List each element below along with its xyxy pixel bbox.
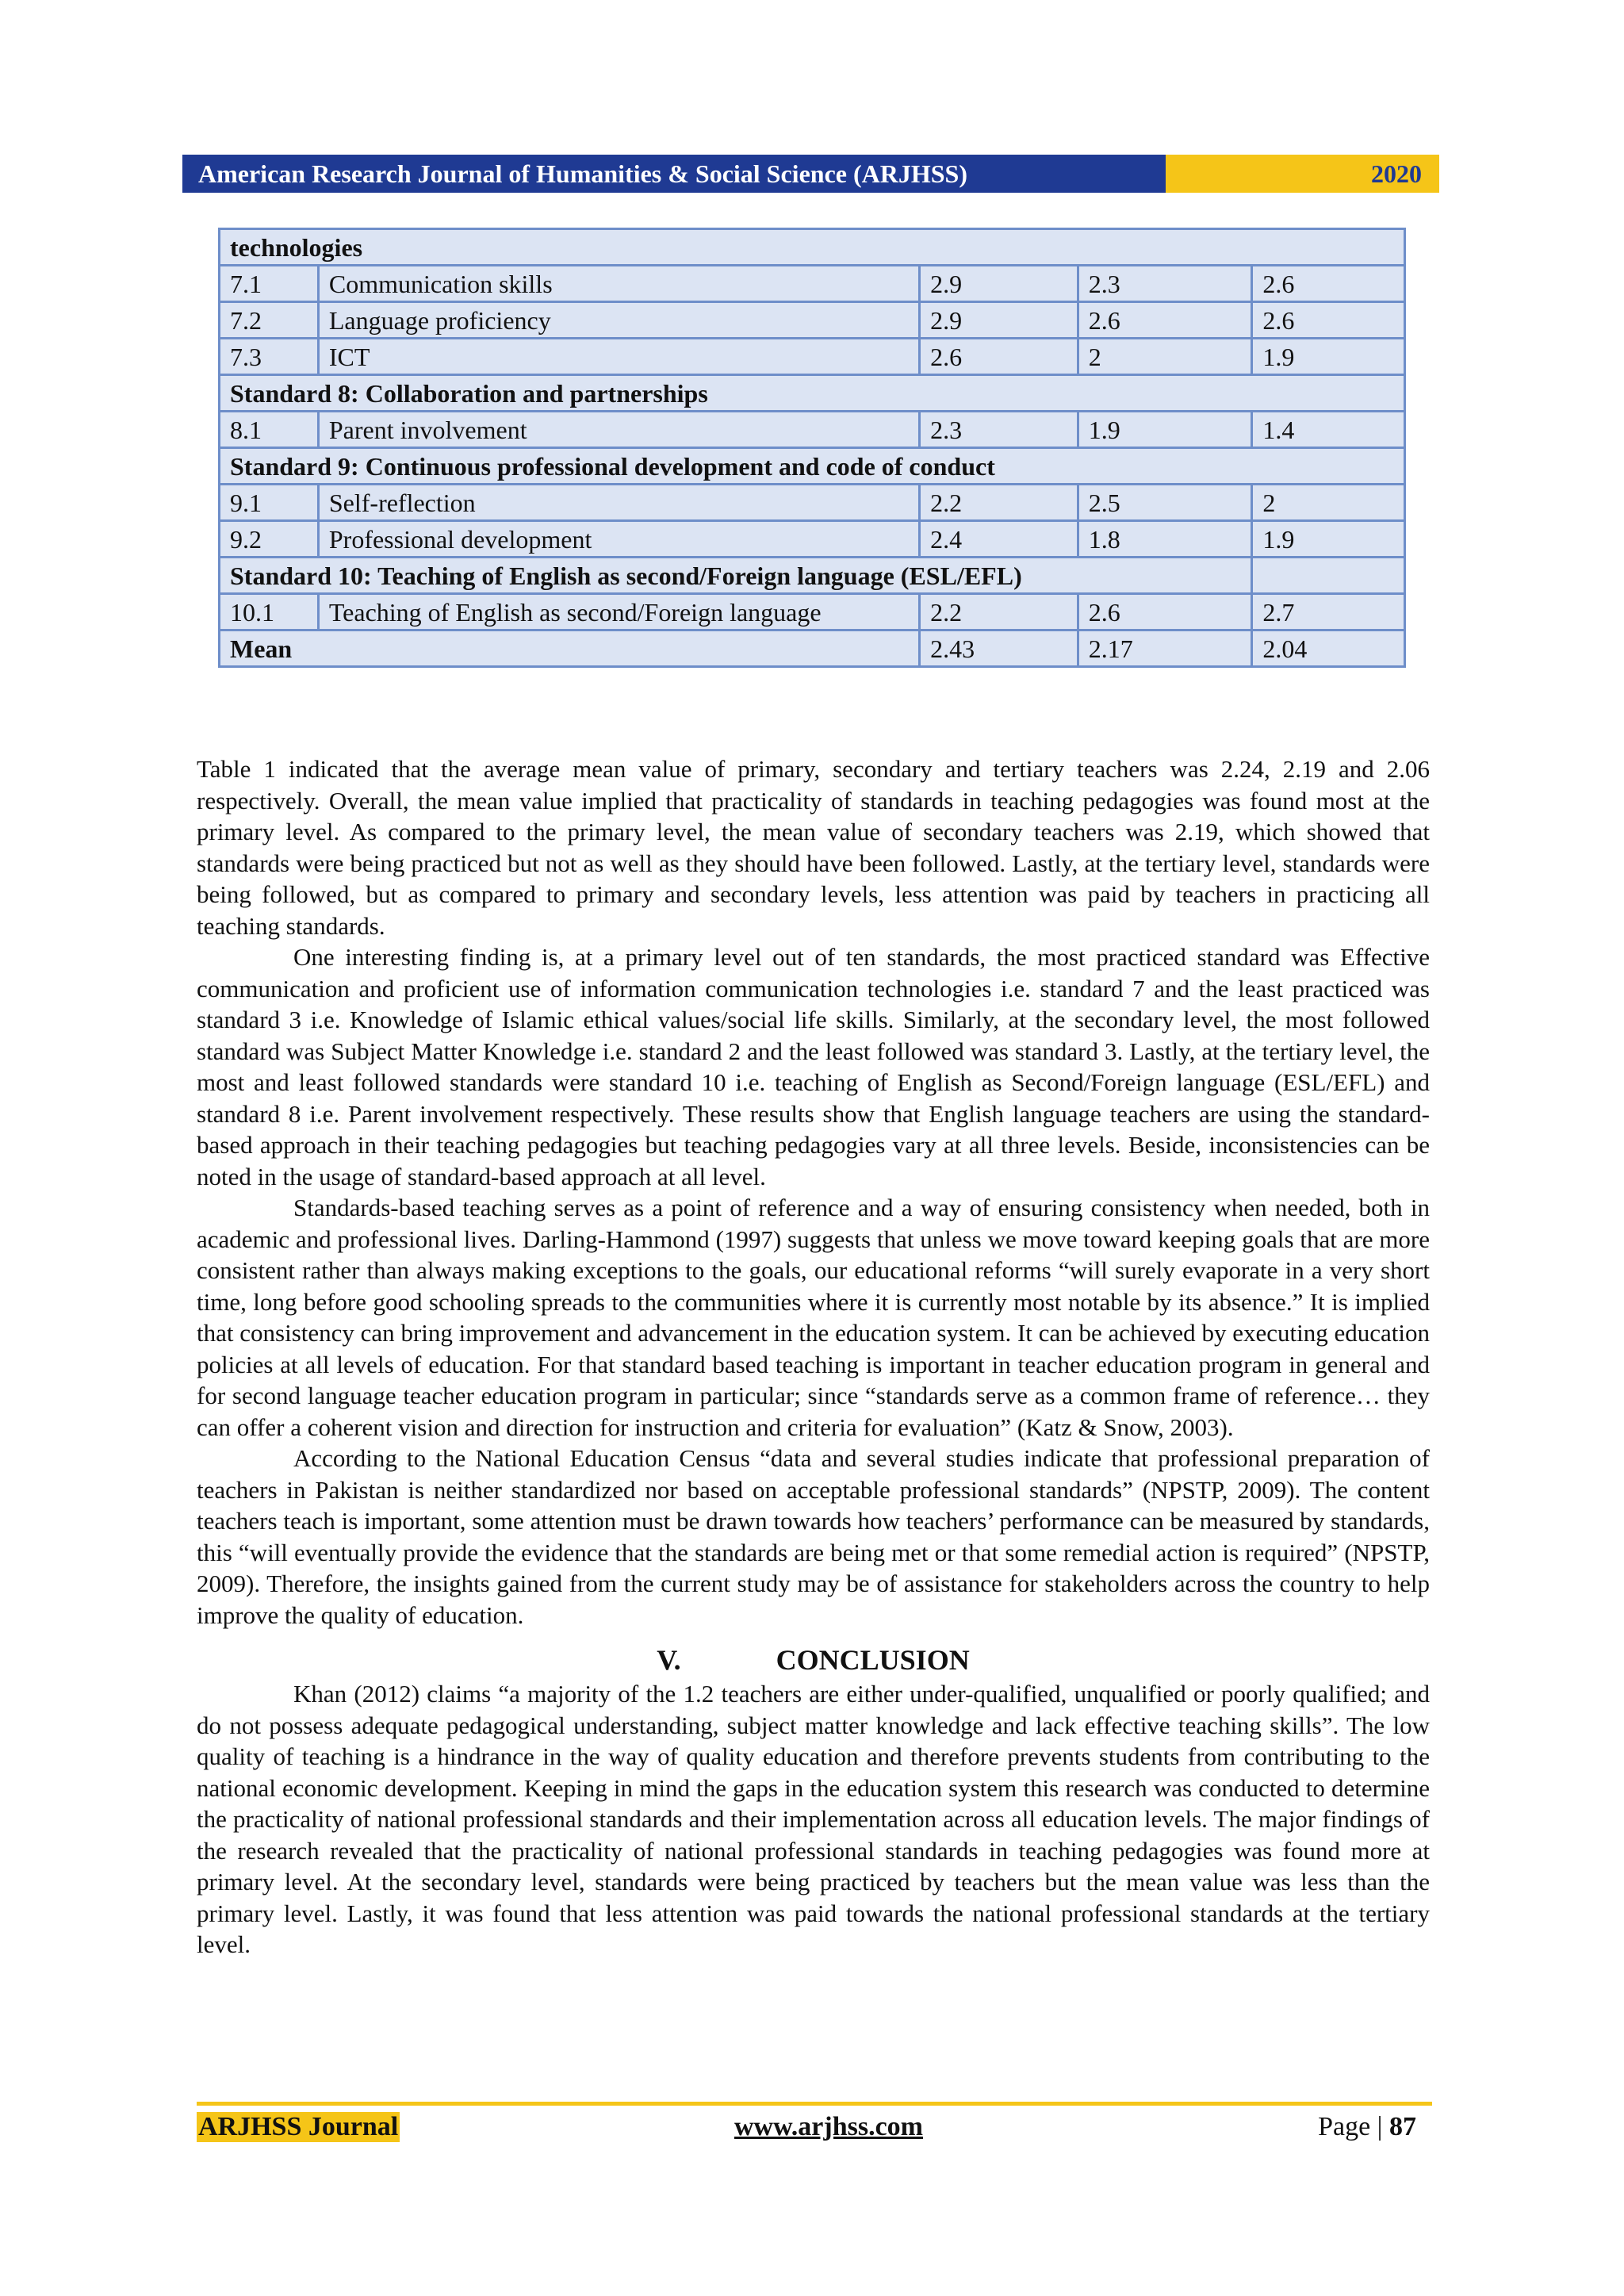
table-row — [220, 266, 1405, 302]
paragraph: Standards-based teaching serves as a point of reference and a way of ensuring consistency when needed, both in academic and professional lives. Darling-Hammond (1997) suggests that unless we move toward keeping goals that are more consistent rather than always making exceptions to the goals, our educational reforms “will surely evaporate in a very short time, long before good schooling spreads to the communities where it is currently most notable by its absence.” It is implied that consistency can bring improvement and advancement in the education system. It can be achieved by executing education policies at all levels of education. For that standard based teaching is important in teacher education program in general and for second language teacher education program in particular; since “standards serve as a common frame of reference… they can offer a coherent vision and direction for instruction and criteria for evaluation” (Katz & Snow, 2003). — [197, 1194, 1430, 1441]
page-footer — [197, 2110, 1432, 2145]
tertiary-value: 1.4 — [1252, 412, 1405, 448]
standard-name: Parent involvement — [318, 412, 919, 448]
standard-name: ICT — [318, 339, 919, 375]
standard-name: Teaching of English as second/Foreign language — [318, 594, 919, 631]
footer-website-link[interactable]: www.arjhss.com — [734, 2112, 923, 2141]
primary-value: 2.9 — [920, 266, 1078, 302]
standard-code: 7.2 — [220, 302, 319, 339]
article-body — [197, 753, 1430, 1961]
section-label: Standard 9: Continuous professional development and code of conduct — [220, 448, 1405, 485]
tertiary-value: 2.7 — [1252, 594, 1405, 631]
secondary-value: 1.8 — [1078, 521, 1252, 558]
paragraph: Khan (2012) claims “a majority of the 1.2 teachers are either under-qualified, unqualified or poorly qualified; and do not possess adequate pedagogical understanding, subject matter knowledge and lack effective teaching skills”. The low quality of teaching is a hindrance in the way of quality education and therefore prevents students from contributing to the national economic development. Keeping in mind the gaps in the education system this research was conducted to determine the practicality of national professional standards and their implementation across all education levels. The major findings of the research revealed that the practicality of national professional standards in teaching pedagogies was found more at primary level. At the secondary level, standards were being practiced by teachers but the mean value was less than the primary level. Lastly, it was found that less attention was paid towards the national professional standards at the tertiary level. — [197, 1680, 1430, 1958]
journal-title: American Research Journal of Humanities & Social Science (ARJHSS) — [182, 155, 1166, 193]
paragraph: One interesting finding is, at a primary level out of ten standards, the most practiced standard was Effective communication and proficient use of information communication technologies i.e. standard 7 and the least practiced was standard 3 i.e. Knowledge of Islamic ethical values/social life skills. Similarly, at the secondary level, the most followed standard was Subject Matter Knowledge i.e. standard 2 and the least followed was standard 3. Lastly, at the tertiary level, the most and least followed standards were standard 10 i.e. teaching of English as Second/Foreign language (ESL/EFL) and standard 8 i.e. Parent involvement respectively. These results show that English language teachers are using the standard-based approach in their teaching pedagogies but teaching pedagogies vary at all three levels. Beside, inconsistencies can be noted in the usage of standard-based approach at all level. — [197, 943, 1430, 1190]
footer-divider — [197, 2102, 1432, 2106]
table-section-row — [220, 558, 1405, 594]
table-row — [220, 339, 1405, 375]
tertiary-value: 1.9 — [1252, 339, 1405, 375]
page-number: Page | 87 — [1318, 2112, 1416, 2141]
table-row — [220, 302, 1405, 339]
standard-code: 7.3 — [220, 339, 319, 375]
standard-name: Language proficiency — [318, 302, 919, 339]
empty-cell — [1252, 558, 1405, 594]
table-row — [220, 521, 1405, 558]
paragraph: According to the National Education Census “data and several studies indicate that professional preparation of teachers in Pakistan is neither standardized nor based on acceptable professional standards” (NPSTP, 2009). The content teachers teach is important, some attention must be drawn towards how teachers’ performance can be measured by standards, this “will eventually provide the evidence that the standards are being met or that some remedial action is required” (NPSTP, 2009). Therefore, the insights gained from the current study may be of assistance for stakeholders across the country to help improve the quality of education. — [197, 1444, 1430, 1629]
section-label: Standard 8: Collaboration and partnerships — [220, 375, 1405, 412]
standard-name: Professional development — [318, 521, 919, 558]
secondary-value: 2.6 — [1078, 302, 1252, 339]
primary-value: 2.4 — [920, 521, 1078, 558]
mean-primary: 2.43 — [920, 631, 1078, 667]
standard-code: 9.1 — [220, 485, 319, 521]
paragraph: Table 1 indicated that the average mean value of primary, secondary and tertiary teachers was 2.24, 2.19 and 2.06 respectively. Overall, the mean value implied that practicality of standards in teaching pedagogies was found most at the primary level. As compared to the primary level, the mean value of secondary teachers was 2.19, which showed that standards were being practiced but not as well as they should have been followed. Lastly, at the tertiary level, standards were being followed, but as compared to primary and secondary levels, less attention was paid by teachers in practicing all teaching standards. — [197, 755, 1430, 940]
section-label: Standard 10: Teaching of English as second/Foreign language (ESL/EFL) — [220, 558, 1252, 594]
standard-code: 9.2 — [220, 521, 319, 558]
mean-secondary: 2.17 — [1078, 631, 1252, 667]
secondary-value: 2 — [1078, 339, 1252, 375]
secondary-value: 1.9 — [1078, 412, 1252, 448]
secondary-value: 2.3 — [1078, 266, 1252, 302]
table-row — [220, 594, 1405, 631]
mean-label: Mean — [220, 631, 920, 667]
table-mean-row — [220, 631, 1405, 667]
section-heading — [197, 1642, 1430, 1678]
primary-value: 2.2 — [920, 594, 1078, 631]
table-row — [220, 412, 1405, 448]
section-title: CONCLUSION — [776, 1644, 970, 1676]
secondary-value: 2.5 — [1078, 485, 1252, 521]
journal-header — [182, 155, 1439, 193]
tertiary-value: 2.6 — [1252, 302, 1405, 339]
standard-code: 10.1 — [220, 594, 319, 631]
standard-name: Communication skills — [318, 266, 919, 302]
primary-value: 2.3 — [920, 412, 1078, 448]
secondary-value: 2.6 — [1078, 594, 1252, 631]
table-section-row — [220, 448, 1405, 485]
standard-code: 7.1 — [220, 266, 319, 302]
standard-name: Self-reflection — [318, 485, 919, 521]
journal-year: 2020 — [1166, 155, 1439, 193]
tertiary-value: 2.6 — [1252, 266, 1405, 302]
tertiary-value: 1.9 — [1252, 521, 1405, 558]
table-section-row — [220, 375, 1405, 412]
mean-tertiary: 2.04 — [1252, 631, 1405, 667]
tertiary-value: 2 — [1252, 485, 1405, 521]
table-row — [220, 485, 1405, 521]
standard-code: 8.1 — [220, 412, 319, 448]
footer-journal: ARJHSS Journal — [198, 2112, 399, 2141]
primary-value: 2.6 — [920, 339, 1078, 375]
primary-value: 2.2 — [920, 485, 1078, 521]
section-label: technologies — [220, 229, 1405, 266]
section-number: V. — [657, 1644, 681, 1676]
primary-value: 2.9 — [920, 302, 1078, 339]
table-section-row — [220, 229, 1405, 266]
standards-table — [218, 228, 1406, 668]
